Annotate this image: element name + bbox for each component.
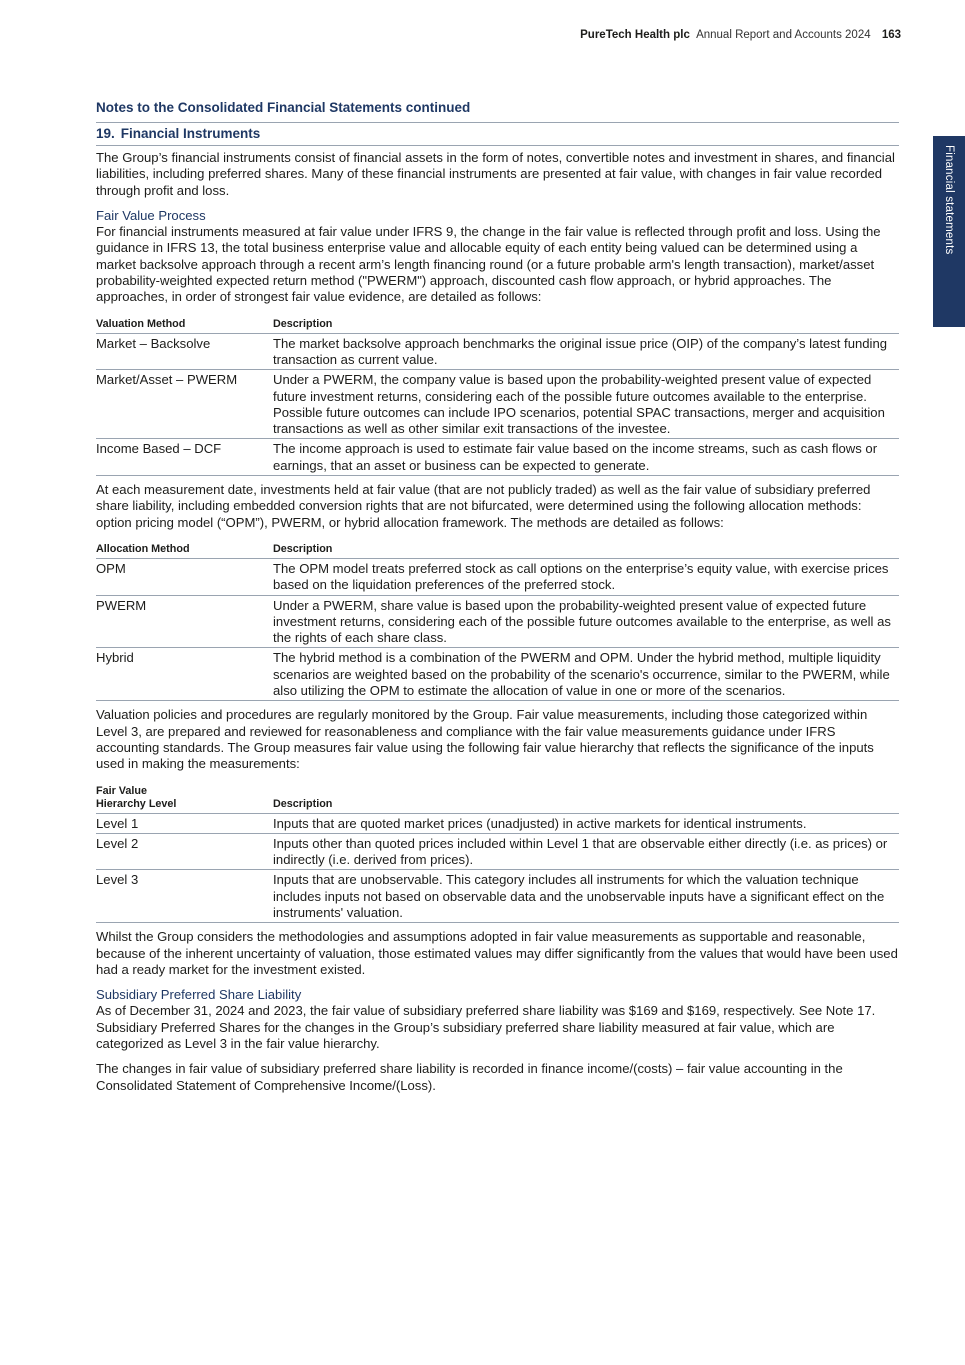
description-cell: Under a PWERM, the company value is based upon the probability-weighted present value of expected future investment returns, considering each of the possible future outcomes available to the enterprise. Possible future outcomes can include IPO scenarios, potential SPAC transactions, merger and acquisition transactions as well as other similar exit transactions of the investee. xyxy=(273,370,899,439)
table-row xyxy=(96,813,899,833)
table-row xyxy=(96,595,899,648)
uncertainty-paragraph: Whilst the Group considers the methodologies and assumptions adopted in fair value measurements as supportable and reasonable, because of the inherent uncertainty of valuation, those estimated values may differ significantly from the values that would have been used had a ready market for the investment existed. xyxy=(96,929,898,977)
page-number: 163 xyxy=(881,29,901,41)
header-line: Fair Value xyxy=(96,784,148,797)
company-name: PureTech Health plc xyxy=(580,29,690,41)
description-cell: The market backsolve approach benchmarks the original issue price (OIP) of the company’s latest funding transaction as current value. xyxy=(273,333,899,370)
description-cell: Inputs other than quoted prices included within Level 1 that are observable either directly (i.e. as prices) or indirectly (i.e. derived from prices). xyxy=(273,833,899,870)
valuation-method-table xyxy=(96,318,899,476)
column-header: Allocation Method xyxy=(96,542,190,555)
level-cell: Level 3 xyxy=(96,870,273,923)
table-row xyxy=(96,833,899,870)
method-cell: Market – Backsolve xyxy=(96,333,273,370)
fair-value-hierarchy-table xyxy=(96,785,899,924)
page-content xyxy=(96,100,899,1094)
method-cell: Market/Asset – PWERM xyxy=(96,370,273,439)
level-cell: Level 2 xyxy=(96,833,273,870)
table-row xyxy=(96,558,899,595)
method-cell: Income Based – DCF xyxy=(96,439,273,476)
fair-value-process-heading: Fair Value Process xyxy=(96,207,206,223)
column-header xyxy=(96,785,273,814)
notes-title: Notes to the Consolidated Financial Statements continued xyxy=(96,100,471,115)
table-row xyxy=(96,870,899,923)
description-cell: Inputs that are quoted market prices (unadjusted) in active markets for identical instruments. xyxy=(273,813,899,833)
hierarchy-intro: Valuation policies and procedures are regularly monitored by the Group. Fair value measurements, including those categorized within Level 3, are prepared and reviewed for reasonableness and compliance with the fair value measurements guidance under IFRS accounting standards. The Group measures fair value using the following fair value hierarchy that reflects the significance of the inputs used in making the measurements: xyxy=(96,707,874,772)
intro-paragraph: The Group’s financial instruments consist of financial assets in the form of notes, convertible notes and investment in shares, and financial liabilities, including preferred shares. Many of these financial instruments are presented at fair value, with changes in fair value recorded through profit and loss. xyxy=(96,150,895,198)
allocation-method-table xyxy=(96,543,899,701)
header-line: Hierarchy Level xyxy=(96,797,177,810)
method-cell: Hybrid xyxy=(96,648,273,701)
level-cell: Level 1 xyxy=(96,813,273,833)
section-title xyxy=(96,123,899,145)
side-tab-label: Financial statements xyxy=(943,145,955,255)
divider xyxy=(96,145,899,146)
table-row xyxy=(96,370,899,439)
description-cell: The hybrid method is a combination of the PWERM and OPM. Under the hybrid method, multiple liquidity scenarios are weighted based on the probability of the scenario's occurrence, similar to the PWERM, while also utilizing the OPM to estimate the allocation of value in one or more of the scenarios. xyxy=(273,648,899,701)
column-header: Valuation Method xyxy=(96,317,186,330)
allocation-intro: At each measurement date, investments held at fair value (that are not publicly traded) as well as the fair value of subsidiary preferred share liability, including embedded conversion rights that are not bifurcated, were determined using the following allocation methods: option pricing model (“OPM”), PWERM, or hybrid allocation framework. The methods are detailed as follows: xyxy=(96,482,871,530)
table-row xyxy=(96,333,899,370)
table-row xyxy=(96,648,899,701)
page-header xyxy=(580,29,901,41)
description-cell: Under a PWERM, share value is based upon the probability-weighted present value of expected future investment returns, considering each of the possible future outcomes available to the enterprise, as well as the rights of each share class. xyxy=(273,595,899,648)
report-title: Annual Report and Accounts 2024 xyxy=(696,29,871,41)
section-side-tab[interactable] xyxy=(933,136,965,327)
section-title-text: Financial Instruments xyxy=(120,126,261,141)
description-cell: The income approach is used to estimate fair value based on the income streams, such as cash flows or earnings, that an asset or business can be expected to generate. xyxy=(273,439,899,476)
section-number: 19. xyxy=(96,126,115,141)
subsidiary-text: As of December 31, 2024 and 2023, the fair value of subsidiary preferred share liability was $169 and $169, respectively. See Note 17. Subsidiary Preferred Shares for the changes in the Group’s subsidiary preferred share liability measured at fair value, which are categorized as Level 3 in the fair value hierarchy. xyxy=(96,1003,876,1052)
column-header: Description xyxy=(273,542,333,555)
description-cell: Inputs that are unobservable. This category includes all instruments for which the valuation technique includes inputs not based on observable data and the unobservable inputs have a significant effect on the instruments' valuation. xyxy=(273,870,899,923)
method-cell: OPM xyxy=(96,558,273,595)
fair-value-process-text: For financial instruments measured at fair value under IFRS 9, the change in the fair value is reflected through profit and loss. Using the guidance in IFRS 13, the total business enterprise value and allocable equity of each entity being valued can be determined using a market backsolve approach through a recent arm’s length financing round (or a future probable arm's length transaction), market/asset probability-weighted expected return method ("PWERM") approach, discounted cash flow approach, or hybrid approaches. The approaches, in order of strongest fair value evidence, are detailed as follows: xyxy=(96,224,881,305)
subsidiary-heading: Subsidiary Preferred Share Liability xyxy=(96,987,302,1003)
column-header: Description xyxy=(273,797,333,810)
method-cell: PWERM xyxy=(96,595,273,648)
column-header: Description xyxy=(273,317,333,330)
table-row xyxy=(96,439,899,476)
description-cell: The OPM model treats preferred stock as call options on the enterprise’s equity value, with exercise prices based on the liquidation preferences of the preferred stock. xyxy=(273,558,899,595)
subsidiary-text-2: The changes in fair value of subsidiary preferred share liability is recorded in finance income/(costs) – fair value accounting in the Consolidated Statement of Comprehensive Income/(Loss). xyxy=(96,1061,843,1093)
